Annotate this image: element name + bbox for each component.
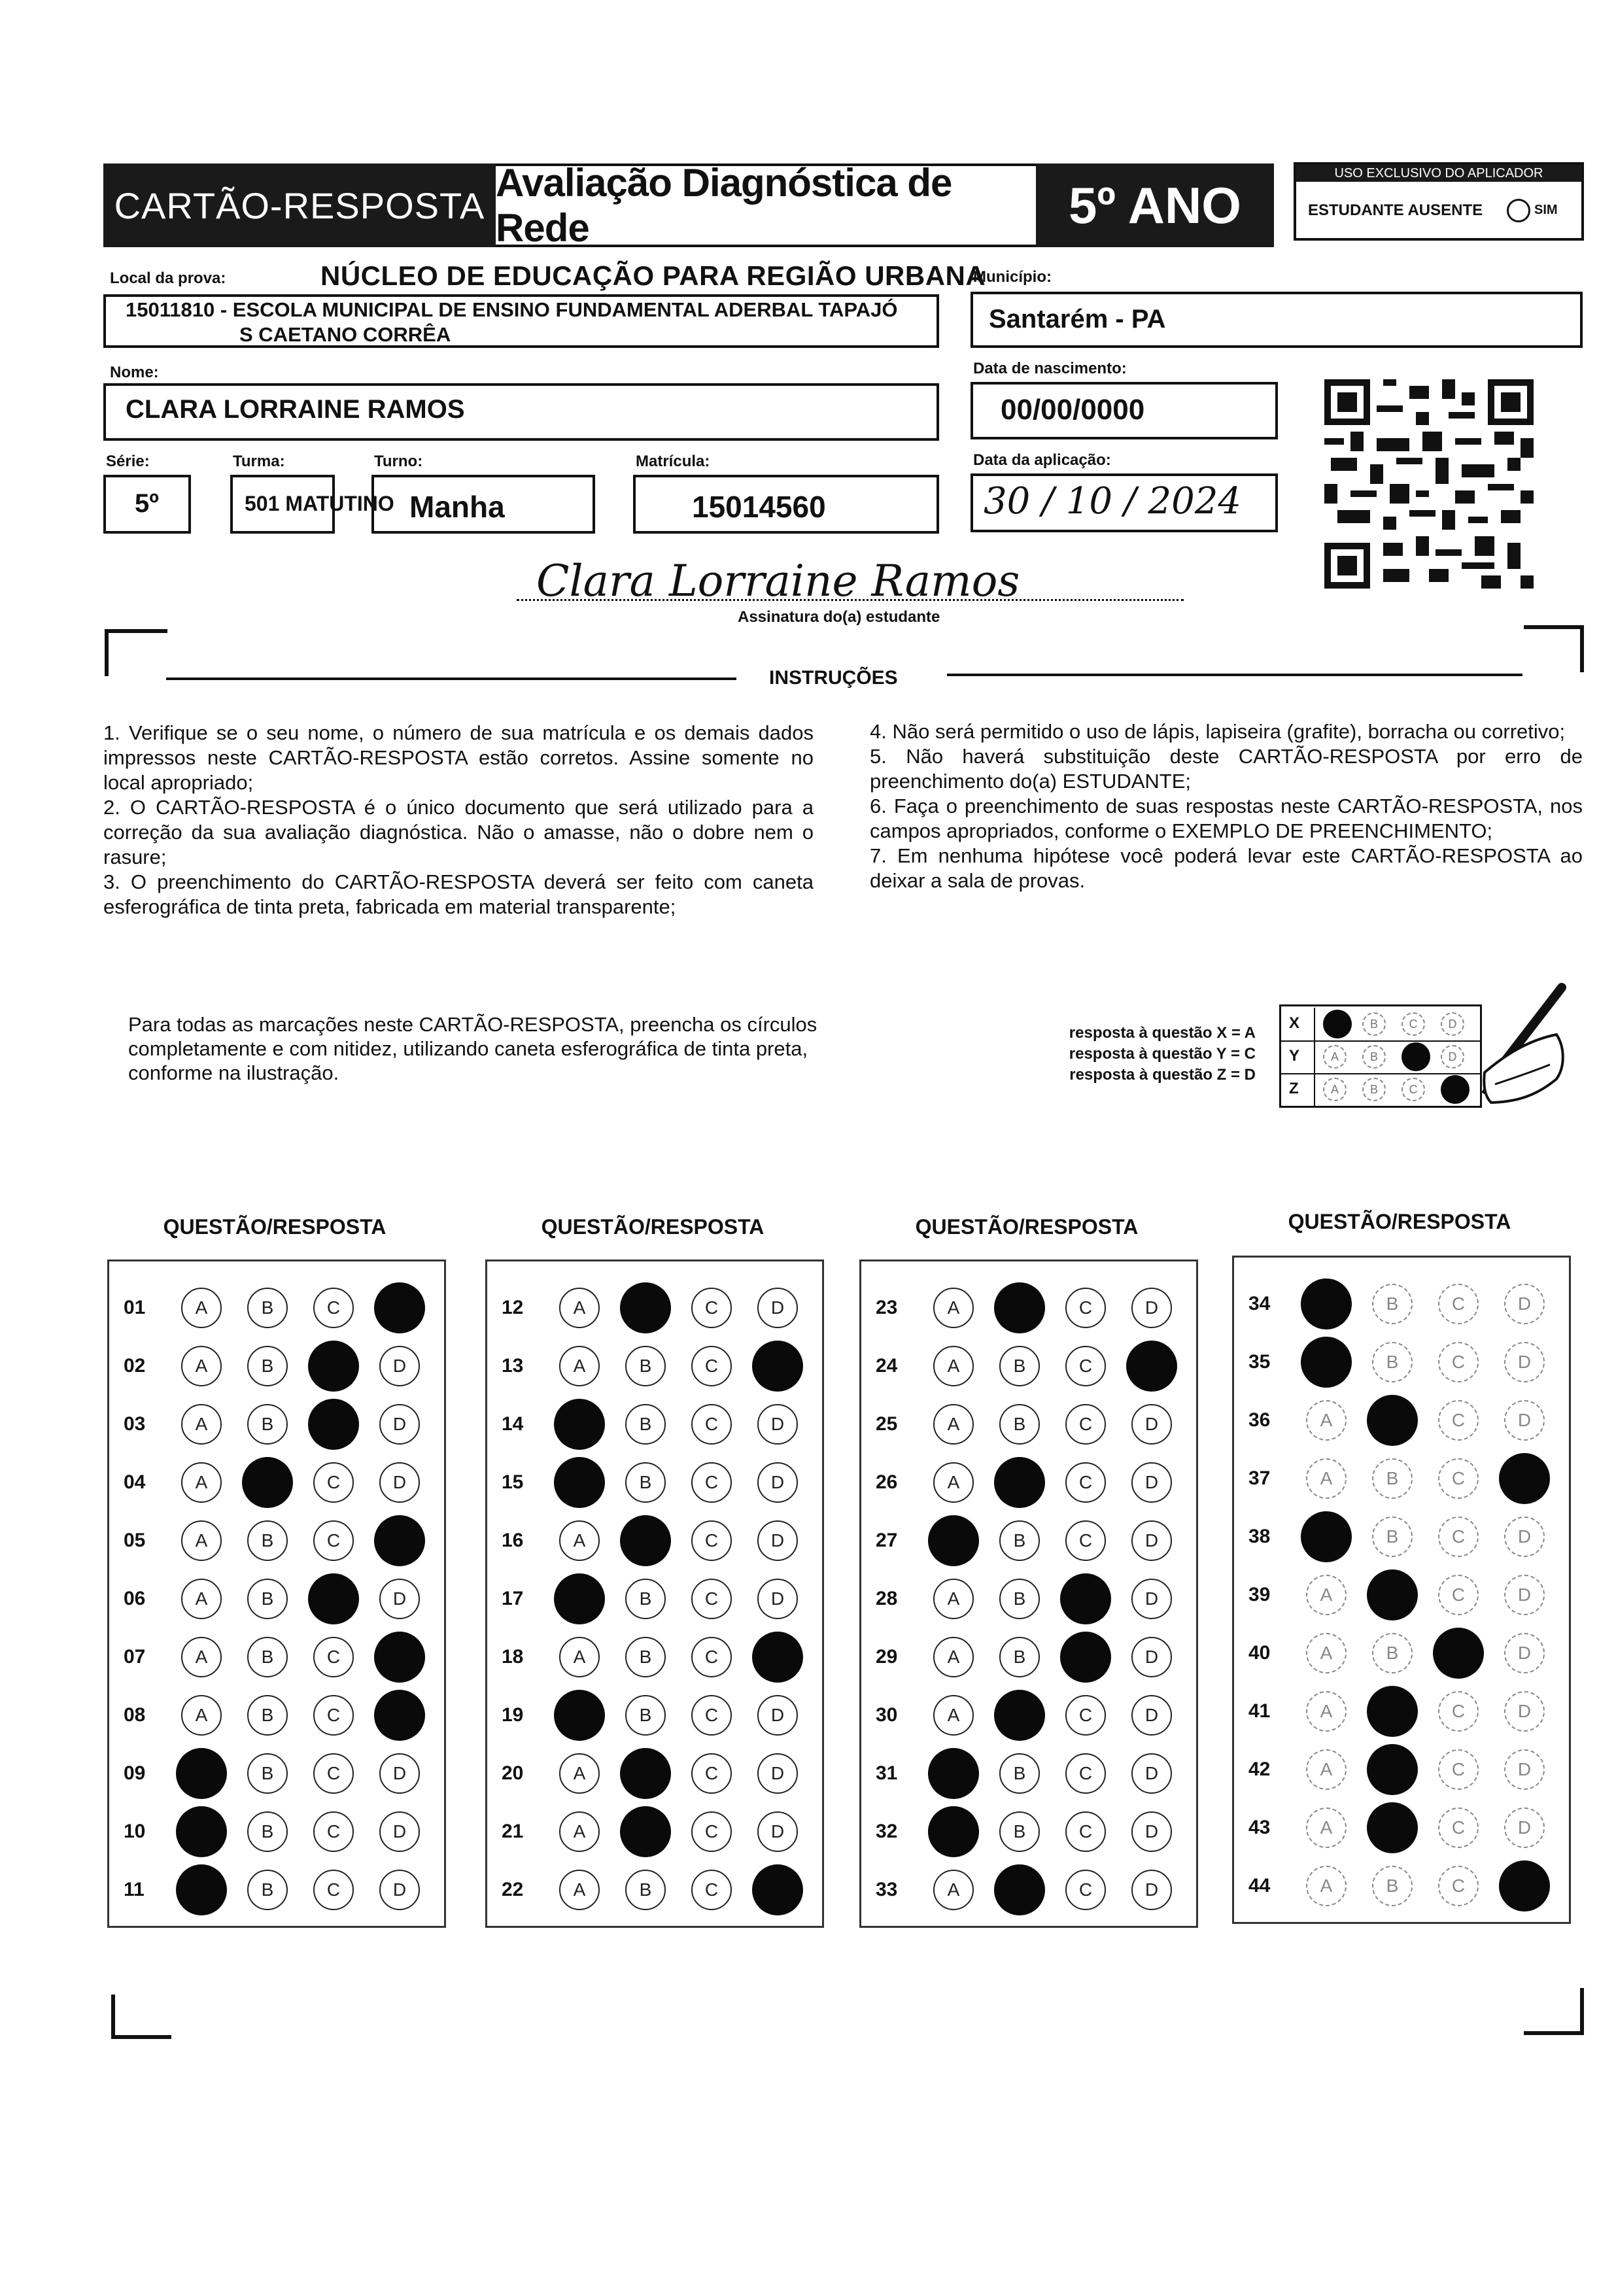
answer-bubble-a[interactable]: A — [933, 1637, 974, 1677]
example-bubble: D — [1441, 1012, 1464, 1036]
answer-bubble-c[interactable]: C — [691, 1637, 732, 1677]
aplicacao-value: 30 / 10 / 2024 — [984, 480, 1241, 523]
answer-bubble-c[interactable] — [308, 1341, 359, 1392]
fill-note: Para todas as marcações neste CARTÃO-RESPOSTA, preencha os círculos completamente e com nitidez, utilizando caneta esferográfica de tinta preta, conforme na ilustração. — [128, 1013, 817, 1084]
answer-bubble-a[interactable] — [554, 1457, 605, 1508]
answer-bubble-a[interactable] — [176, 1806, 227, 1857]
question-number: 15 — [502, 1471, 524, 1493]
answer-bubble-b[interactable]: B — [999, 1579, 1040, 1619]
answer-bubble-c[interactable]: C — [1438, 1284, 1479, 1324]
answer-bubble-d[interactable]: D — [1131, 1695, 1172, 1736]
example-bubble — [1401, 1042, 1430, 1071]
answer-bubble-d[interactable] — [752, 1632, 803, 1683]
answer-bubble-c[interactable]: C — [313, 1288, 354, 1328]
answer-bubble-d[interactable]: D — [1504, 1400, 1545, 1441]
answer-bubble-d[interactable]: D — [379, 1870, 420, 1910]
question-number: 34 — [1248, 1293, 1271, 1314]
answer-bubble-a[interactable]: A — [181, 1695, 222, 1736]
answer-bubble-a[interactable] — [928, 1748, 979, 1799]
example-separator — [1314, 1040, 1315, 1073]
absent-checkbox[interactable] — [1507, 199, 1530, 222]
question-number: 28 — [876, 1588, 898, 1609]
answer-bubble-d[interactable]: D — [1131, 1462, 1172, 1503]
answer-bubble-d[interactable]: D — [379, 1462, 420, 1503]
example-row-label: Z — [1289, 1080, 1299, 1097]
answer-bubble-b[interactable]: B — [247, 1288, 288, 1328]
question-number: 23 — [876, 1297, 898, 1318]
question-number: 37 — [1248, 1467, 1271, 1489]
answer-bubble-b[interactable]: B — [625, 1637, 666, 1677]
exam-title: Avaliação Diagnóstica de Rede — [496, 161, 952, 250]
municipio-value: Santarém - PA — [989, 305, 1166, 334]
example-separator — [1314, 1073, 1315, 1106]
answer-bubble-b[interactable] — [1367, 1686, 1418, 1737]
answer-bubble-b[interactable]: B — [625, 1695, 666, 1736]
answer-bubble-c[interactable]: C — [691, 1346, 732, 1386]
corner-mark-tr — [1524, 625, 1584, 672]
question-number: 32 — [876, 1821, 898, 1842]
nascimento-value: 00/00/0000 — [1001, 394, 1145, 426]
answer-bubble-d[interactable]: D — [1131, 1811, 1172, 1852]
answer-bubble-a[interactable]: A — [1306, 1749, 1347, 1790]
answer-bubble-a[interactable]: A — [933, 1288, 974, 1328]
answer-bubble-c[interactable]: C — [1065, 1404, 1106, 1445]
question-number: 40 — [1248, 1642, 1271, 1664]
answer-bubble-b[interactable]: B — [999, 1346, 1040, 1386]
answer-bubble-a[interactable]: A — [1306, 1808, 1347, 1848]
question-number: 35 — [1248, 1351, 1271, 1373]
column-title: QUESTÃO/RESPOSTA — [163, 1215, 387, 1239]
answer-bubble-a[interactable]: A — [933, 1695, 974, 1736]
column-title: QUESTÃO/RESPOSTA — [1288, 1210, 1511, 1233]
answer-bubble-d[interactable]: D — [1504, 1808, 1545, 1848]
question-number: 09 — [124, 1762, 146, 1784]
question-number: 44 — [1248, 1875, 1271, 1896]
answer-bubble-c[interactable]: C — [1065, 1811, 1106, 1852]
answer-bubble-b[interactable]: B — [625, 1346, 666, 1386]
answer-bubble-c[interactable]: C — [691, 1870, 732, 1910]
answer-bubble-c[interactable]: C — [313, 1870, 354, 1910]
example-bubble: B — [1362, 1045, 1386, 1069]
answer-bubble-d[interactable]: D — [757, 1695, 798, 1736]
turno-value: Manha — [409, 490, 505, 524]
answer-bubble-d[interactable]: D — [1131, 1288, 1172, 1328]
nome-label: Nome: — [110, 364, 159, 381]
question-number: 26 — [876, 1471, 898, 1493]
answer-bubble-a[interactable]: A — [933, 1404, 974, 1445]
answer-bubble-a[interactable] — [554, 1399, 605, 1450]
local-line2: S CAETANO CORRÊA — [239, 323, 451, 346]
instruction-6: 6. Faça o preenchimento de suas respostas neste CARTÃO-RESPOSTA, nos campos apropriados, conforme o EXEMPLO DE PREENCHIMENTO; — [870, 795, 1583, 842]
answer-bubble-b[interactable]: B — [247, 1520, 288, 1561]
turno-label: Turno: — [374, 453, 423, 470]
question-number: 12 — [502, 1297, 524, 1318]
answer-bubble-a[interactable]: A — [181, 1462, 222, 1503]
answer-bubble-c[interactable]: C — [313, 1753, 354, 1794]
answer-bubble-c[interactable] — [308, 1399, 359, 1450]
answer-bubble-c[interactable]: C — [691, 1288, 732, 1328]
answer-bubble-a[interactable]: A — [933, 1579, 974, 1619]
answer-bubble-c[interactable]: C — [1438, 1400, 1479, 1441]
answer-bubble-a[interactable]: A — [181, 1520, 222, 1561]
instructions-rule-left — [166, 677, 736, 680]
answer-bubble-d[interactable] — [374, 1632, 425, 1683]
answer-bubble-b[interactable]: B — [1372, 1284, 1413, 1324]
answer-bubble-d[interactable]: D — [379, 1753, 420, 1794]
example-row-label: X — [1289, 1014, 1300, 1032]
example-bubble: C — [1401, 1078, 1425, 1101]
answer-bubble-c[interactable]: C — [1438, 1866, 1479, 1906]
aplicacao-label: Data da aplicação: — [973, 451, 1111, 469]
answer-bubble-c[interactable]: C — [691, 1462, 732, 1503]
answer-bubble-c[interactable]: C — [1438, 1691, 1479, 1732]
answer-bubble-d[interactable]: D — [757, 1753, 798, 1794]
answer-bubble-d[interactable] — [374, 1690, 425, 1741]
answer-bubble-b[interactable]: B — [625, 1579, 666, 1619]
serie-value: 5º — [135, 489, 159, 518]
question-number: 04 — [124, 1471, 146, 1493]
answer-bubble-b[interactable] — [1367, 1395, 1418, 1446]
answer-bubble-b[interactable] — [994, 1864, 1045, 1915]
question-number: 43 — [1248, 1817, 1271, 1838]
answer-bubble-b[interactable]: B — [1372, 1516, 1413, 1557]
answer-bubble-c[interactable]: C — [691, 1695, 732, 1736]
answer-bubble-a[interactable] — [554, 1573, 605, 1624]
answer-bubble-c[interactable]: C — [1438, 1342, 1479, 1382]
grade-badge: 5º ANO — [1036, 163, 1274, 247]
answer-bubble-a[interactable] — [554, 1690, 605, 1741]
example-bubble: B — [1362, 1078, 1386, 1101]
answer-bubble-a[interactable]: A — [933, 1870, 974, 1910]
answer-bubble-a[interactable]: A — [181, 1288, 222, 1328]
answer-bubble-d[interactable] — [752, 1864, 803, 1915]
serie-label: Série: — [106, 453, 150, 470]
answer-bubble-d[interactable]: D — [379, 1346, 420, 1386]
example-bubble: B — [1362, 1012, 1386, 1036]
matricula-value: 15014560 — [692, 490, 826, 524]
question-number: 17 — [502, 1588, 524, 1609]
instruction-1: 1. Verifique se o seu nome, o número de sua matrícula e os demais dados impressos neste CARTÃO-RESPOSTA estão corretos. Assine somente no local apropriado; — [103, 721, 814, 794]
question-number: 14 — [502, 1413, 524, 1435]
answer-bubble-d[interactable]: D — [757, 1288, 798, 1328]
question-number: 01 — [124, 1297, 146, 1318]
answer-bubble-b[interactable] — [1367, 1802, 1418, 1853]
answer-bubble-c[interactable]: C — [691, 1811, 732, 1852]
absent-sim-label: SIM — [1534, 203, 1558, 217]
answer-bubble-a[interactable]: A — [933, 1462, 974, 1503]
answer-bubble-b[interactable]: B — [999, 1637, 1040, 1677]
answer-bubble-b[interactable]: B — [1372, 1458, 1413, 1499]
municipio-label: Município: — [973, 268, 1052, 286]
instructions-rule-right — [947, 674, 1522, 676]
answer-bubble-d[interactable]: D — [757, 1462, 798, 1503]
answer-bubble-a[interactable] — [1301, 1511, 1352, 1562]
question-number: 30 — [876, 1704, 898, 1726]
answer-bubble-d[interactable]: D — [379, 1404, 420, 1445]
answer-bubble-b[interactable]: B — [999, 1811, 1040, 1852]
answer-bubble-b[interactable] — [1367, 1744, 1418, 1795]
answer-bubble-c[interactable]: C — [1438, 1575, 1479, 1615]
answer-bubble-a[interactable] — [928, 1806, 979, 1857]
answer-bubble-c[interactable] — [308, 1573, 359, 1624]
corner-mark-tl — [105, 629, 167, 676]
answer-bubble-d[interactable]: D — [1504, 1691, 1545, 1732]
question-number: 27 — [876, 1530, 898, 1551]
answer-bubble-a[interactable]: A — [559, 1753, 600, 1794]
answer-bubble-c[interactable]: C — [1438, 1458, 1479, 1499]
question-number: 41 — [1248, 1700, 1271, 1722]
instructions-title: INSTRUÇÕES — [769, 667, 898, 689]
example-bubble: C — [1401, 1012, 1425, 1036]
answer-bubble-c[interactable] — [1060, 1632, 1111, 1683]
answer-bubble-c[interactable]: C — [1065, 1462, 1106, 1503]
answer-bubble-c[interactable]: C — [1065, 1753, 1106, 1794]
answer-bubble-b[interactable] — [620, 1748, 671, 1799]
answer-bubble-b[interactable]: B — [247, 1637, 288, 1677]
answer-bubble-d[interactable] — [374, 1515, 425, 1566]
answer-bubble-d[interactable]: D — [1504, 1342, 1545, 1382]
question-number: 20 — [502, 1762, 524, 1784]
answer-bubble-b[interactable] — [620, 1282, 671, 1333]
answer-bubble-b[interactable] — [994, 1282, 1045, 1333]
local-nucleo: NÚCLEO DE EDUCAÇÃO PARA REGIÃO URBANA — [320, 260, 986, 291]
instruction-5: 5. Não haverá substituição deste CARTÃO-RESPOSTA por erro de preenchimento do(a) ESTUDANTE; — [870, 745, 1583, 793]
answer-bubble-d[interactable]: D — [1131, 1404, 1172, 1445]
answer-bubble-c[interactable]: C — [691, 1520, 732, 1561]
answer-bubble-b[interactable]: B — [247, 1695, 288, 1736]
answer-bubble-d[interactable] — [1499, 1453, 1550, 1504]
answer-bubble-a[interactable]: A — [181, 1637, 222, 1677]
signature-label: Assinatura do(a) estudante — [738, 608, 940, 626]
answer-bubble-c[interactable]: C — [1065, 1288, 1106, 1328]
answer-bubble-d[interactable]: D — [1504, 1516, 1545, 1557]
nascimento-label: Data de nascimento: — [973, 360, 1127, 377]
question-number: 10 — [124, 1821, 146, 1842]
answer-bubble-a[interactable]: A — [1306, 1400, 1347, 1441]
answer-bubble-c[interactable]: C — [691, 1404, 732, 1445]
local-label: Local da prova: — [110, 269, 226, 287]
answer-bubble-a[interactable]: A — [559, 1811, 600, 1852]
answer-bubble-b[interactable]: B — [247, 1346, 288, 1386]
answer-bubble-d[interactable]: D — [757, 1579, 798, 1619]
answer-bubble-a[interactable] — [176, 1748, 227, 1799]
absent-label: ESTUDANTE AUSENTE — [1308, 201, 1483, 219]
answer-bubble-c[interactable]: C — [691, 1753, 732, 1794]
example-labels — [994, 1023, 1256, 1086]
question-number: 19 — [502, 1704, 524, 1726]
answer-bubble-a[interactable] — [1301, 1278, 1352, 1329]
matricula-label: Matrícula: — [636, 453, 710, 470]
answer-bubble-d[interactable]: D — [1504, 1633, 1545, 1673]
local-line1: 15011810 - ESCOLA MUNICIPAL DE ENSINO FUNDAMENTAL ADERBAL TAPAJÓ — [126, 298, 898, 321]
answer-bubble-a[interactable]: A — [181, 1346, 222, 1386]
question-number: 11 — [124, 1879, 145, 1900]
example-bubble: A — [1323, 1078, 1347, 1101]
question-number: 02 — [124, 1355, 146, 1377]
answer-bubble-a[interactable]: A — [1306, 1691, 1347, 1732]
answer-bubble-a[interactable]: A — [559, 1870, 600, 1910]
answer-bubble-d[interactable]: D — [1131, 1753, 1172, 1794]
answer-bubble-b[interactable]: B — [247, 1811, 288, 1852]
answer-bubble-c[interactable]: C — [1438, 1749, 1479, 1790]
answer-bubble-b[interactable] — [1367, 1569, 1418, 1620]
answer-bubble-a[interactable]: A — [559, 1288, 600, 1328]
question-number: 33 — [876, 1879, 898, 1900]
column-title: QUESTÃO/RESPOSTA — [915, 1215, 1139, 1239]
answer-bubble-b[interactable] — [620, 1515, 671, 1566]
answer-bubble-b[interactable]: B — [625, 1870, 666, 1910]
answer-bubble-d[interactable] — [374, 1282, 425, 1333]
answer-bubble-c[interactable]: C — [1065, 1520, 1106, 1561]
answer-bubble-c[interactable]: C — [1065, 1346, 1106, 1386]
answer-bubble-c[interactable] — [1433, 1628, 1484, 1679]
answer-bubble-a[interactable]: A — [933, 1346, 974, 1386]
instructions-right — [870, 719, 1583, 893]
question-number: 42 — [1248, 1758, 1271, 1780]
answer-bubble-a[interactable]: A — [181, 1404, 222, 1445]
example-bubble — [1323, 1010, 1352, 1038]
answer-bubble-c[interactable]: C — [313, 1520, 354, 1561]
answer-bubble-b[interactable]: B — [625, 1404, 666, 1445]
answer-bubble-d[interactable]: D — [379, 1579, 420, 1619]
answer-bubble-d[interactable]: D — [1131, 1870, 1172, 1910]
corner-mark-bl — [111, 1995, 171, 2039]
answer-bubble-c[interactable]: C — [313, 1695, 354, 1736]
answer-column-2 — [485, 1259, 824, 1928]
card-label: CARTÃO-RESPOSTA — [103, 163, 496, 247]
answer-bubble-d[interactable]: D — [757, 1404, 798, 1445]
answer-bubble-a[interactable]: A — [1306, 1575, 1347, 1615]
answer-bubble-a[interactable]: A — [559, 1520, 600, 1561]
corner-mark-br — [1524, 1988, 1584, 2035]
answer-bubble-d[interactable]: D — [1131, 1637, 1172, 1677]
answer-bubble-c[interactable]: C — [313, 1811, 354, 1852]
answer-bubble-b[interactable]: B — [247, 1753, 288, 1794]
answer-column-3 — [859, 1259, 1198, 1928]
answer-bubble-b[interactable]: B — [999, 1520, 1040, 1561]
answer-bubble-b[interactable]: B — [625, 1462, 666, 1503]
answer-bubble-d[interactable]: D — [1504, 1749, 1545, 1790]
instructions-left — [103, 721, 814, 919]
example-bubble: A — [1323, 1045, 1347, 1069]
answer-bubble-a[interactable]: A — [181, 1579, 222, 1619]
signature: Clara Lorraine Ramos — [536, 556, 1020, 606]
answer-bubble-b[interactable]: B — [247, 1579, 288, 1619]
question-number: 38 — [1248, 1526, 1271, 1547]
example-label-y: resposta à questão Y = C — [1069, 1045, 1256, 1063]
question-number: 08 — [124, 1704, 146, 1726]
question-number: 24 — [876, 1355, 898, 1377]
question-number: 31 — [876, 1762, 898, 1784]
question-number: 25 — [876, 1413, 898, 1435]
answer-bubble-a[interactable] — [176, 1864, 227, 1915]
instruction-2: 2. O CARTÃO-RESPOSTA é o único documento que será utilizado para a correção da sua avaliação diagnóstica. Não o amasse, não o dobre nem o rasure; — [103, 796, 814, 868]
answer-bubble-c[interactable]: C — [313, 1462, 354, 1503]
answer-bubble-a[interactable]: A — [1306, 1866, 1347, 1906]
answer-bubble-b[interactable]: B — [247, 1870, 288, 1910]
example-bubble: D — [1441, 1045, 1464, 1069]
answer-bubble-a[interactable] — [928, 1515, 979, 1566]
question-number: 07 — [124, 1646, 146, 1668]
question-number: 16 — [502, 1530, 524, 1551]
column-title: QUESTÃO/RESPOSTA — [541, 1215, 765, 1239]
pen-hand-icon — [1445, 981, 1570, 1112]
answer-bubble-d[interactable]: D — [1504, 1284, 1545, 1324]
answer-bubble-a[interactable]: A — [559, 1637, 600, 1677]
question-number: 39 — [1248, 1584, 1271, 1605]
answer-column-1 — [107, 1259, 446, 1928]
question-number: 29 — [876, 1646, 898, 1668]
example-label-z: resposta à questão Z = D — [1069, 1066, 1256, 1084]
question-number: 18 — [502, 1646, 524, 1668]
aplicador-title: USO EXCLUSIVO DO APLICADOR — [1296, 165, 1581, 182]
answer-bubble-a[interactable]: A — [559, 1346, 600, 1386]
answer-bubble-b[interactable]: B — [999, 1753, 1040, 1794]
answer-bubble-c[interactable]: C — [1438, 1516, 1479, 1557]
example-separator — [1314, 1008, 1315, 1040]
answer-bubble-d[interactable]: D — [757, 1811, 798, 1852]
answer-bubble-a[interactable]: A — [1306, 1633, 1347, 1673]
answer-bubble-b[interactable]: B — [1372, 1866, 1413, 1906]
turma-value: 501 MATUTINO — [245, 492, 394, 515]
question-number: 06 — [124, 1588, 146, 1609]
answer-bubble-b[interactable]: B — [999, 1404, 1040, 1445]
example-row-label: Y — [1289, 1047, 1300, 1065]
answer-bubble-c[interactable]: C — [1065, 1870, 1106, 1910]
turma-label: Turma: — [233, 453, 285, 470]
answer-bubble-c[interactable]: C — [1065, 1695, 1106, 1736]
example-label-x: resposta à questão X = A — [1069, 1024, 1256, 1042]
answer-bubble-c[interactable]: C — [313, 1637, 354, 1677]
answer-bubble-b[interactable]: B — [247, 1404, 288, 1445]
answer-bubble-c[interactable] — [1060, 1573, 1111, 1624]
answer-bubble-c[interactable]: C — [691, 1579, 732, 1619]
answer-bubble-d[interactable]: D — [1131, 1579, 1172, 1619]
question-number: 36 — [1248, 1409, 1271, 1431]
qr-code-icon — [1324, 379, 1534, 589]
question-number: 05 — [124, 1530, 146, 1551]
answer-bubble-d[interactable]: D — [1504, 1575, 1545, 1615]
question-number: 03 — [124, 1413, 146, 1435]
question-number: 21 — [502, 1821, 524, 1842]
answer-bubble-a[interactable]: A — [1306, 1458, 1347, 1499]
answer-bubble-d[interactable] — [1499, 1860, 1550, 1911]
answer-column-4 — [1232, 1256, 1571, 1924]
question-number: 13 — [502, 1355, 524, 1377]
answer-bubble-b[interactable] — [242, 1457, 293, 1508]
answer-bubble-b[interactable]: B — [1372, 1342, 1413, 1382]
answer-bubble-d[interactable] — [1126, 1341, 1177, 1392]
answer-bubble-b[interactable] — [994, 1457, 1045, 1508]
answer-bubble-b[interactable]: B — [1372, 1633, 1413, 1673]
instruction-7: 7. Em nenhuma hipótese você poderá levar este CARTÃO-RESPOSTA ao deixar a sala de provas. — [870, 844, 1583, 892]
question-number: 22 — [502, 1879, 524, 1900]
answer-bubble-d[interactable] — [752, 1341, 803, 1392]
nome-value: CLARA LORRAINE RAMOS — [126, 395, 465, 424]
answer-bubble-d[interactable]: D — [757, 1520, 798, 1561]
instruction-3: 3. O preenchimento do CARTÃO-RESPOSTA deverá ser feito com caneta esferográfica de tinta preta, fabricada em material transparente; — [103, 870, 814, 918]
answer-bubble-d[interactable]: D — [379, 1811, 420, 1852]
instruction-4: 4. Não será permitido o uso de lápis, lapiseira (grafite), borracha ou corretivo; — [870, 720, 1566, 743]
answer-bubble-d[interactable]: D — [1131, 1520, 1172, 1561]
answer-bubble-b[interactable] — [620, 1806, 671, 1857]
answer-bubble-c[interactable]: C — [1438, 1808, 1479, 1848]
answer-bubble-a[interactable] — [1301, 1337, 1352, 1388]
answer-bubble-b[interactable] — [994, 1690, 1045, 1741]
